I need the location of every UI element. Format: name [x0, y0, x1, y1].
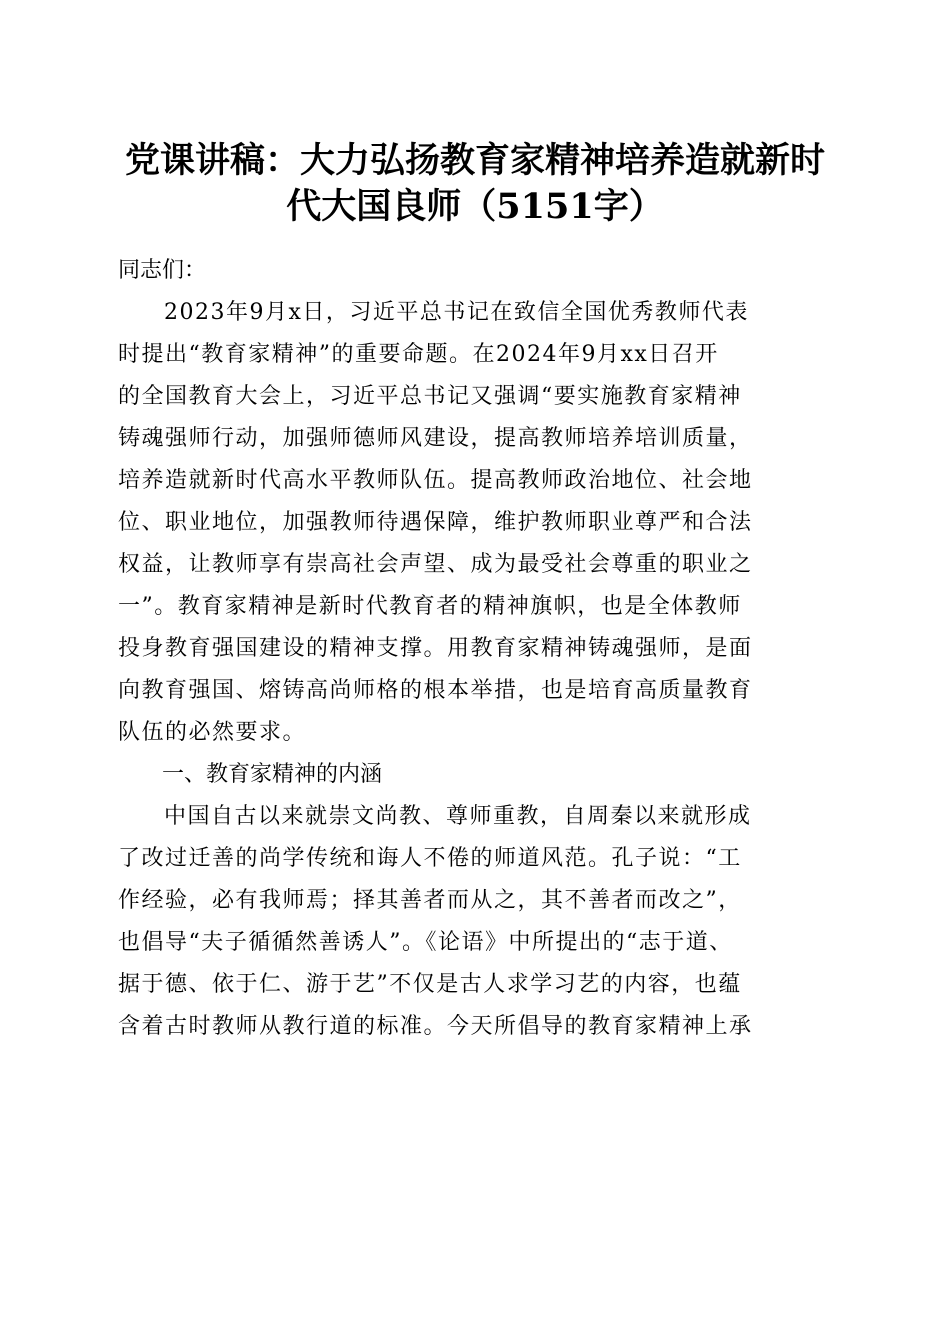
- text-line: 位、职业地位，加强教师待遇保障，维护教师职业尊严和合法: [118, 510, 753, 535]
- section-heading-1: 一、教育家精神的内涵: [162, 762, 383, 787]
- text-line: 向教育强国、熔铸高尚师格的根本举措，也是培育高质量教育: [118, 678, 753, 703]
- text-line: 2023年9月x日，习近平总书记在致信全国优秀教师代表: [164, 300, 749, 325]
- document-body: [118, 250, 838, 1048]
- text-line: 铸魂强师行动，加强师德师风建设，提高教师培养培训质量，: [118, 426, 753, 451]
- text-line: 的全国教育大会上，习近平总书记又强调“要实施教育家精神: [118, 384, 742, 409]
- text-line: 时提出“教育家精神”的重要命题。在2024年9月xx日召开: [118, 342, 719, 367]
- text-line: 权益，让教师享有崇高社会声望、成为最受社会尊重的职业之: [118, 552, 753, 577]
- text-line: 也倡导“夫子循循然善诱人”。《论语》中所提出的“志于道、: [118, 930, 733, 955]
- text-line: 一”。教育家精神是新时代教育者的精神旗帜，也是全体教师: [118, 594, 742, 619]
- text-line: 据于德、依于仁、游于艺”不仅是古人求学习艺的内容，也蕴: [118, 972, 742, 997]
- document-title: [100, 138, 850, 230]
- text-line: 中国自古以来就崇文尚教、尊师重教，自周秦以来就形成: [164, 804, 752, 829]
- paragraph-2: [118, 796, 838, 1048]
- text-line: 了改过迁善的尚学传统和诲人不倦的师道风范。孔子说：“工: [118, 846, 742, 871]
- text-line: 作经验，必有我师焉；择其善者而从之，其不善者而改之”，: [118, 888, 742, 913]
- text-line: 含着古时教师从教行道的标准。今天所倡导的教育家精神上承: [118, 1014, 753, 1039]
- text-line: 投身教育强国建设的精神支撑。用教育家精神铸魂强师，是面: [118, 636, 753, 661]
- title-line-1: 党课讲稿：大力弘扬教育家精神培养造就新时: [124, 140, 825, 181]
- paragraph-1: [118, 292, 838, 754]
- text-line: 培养造就新时代高水平教师队伍。提高教师政治地位、社会地: [118, 468, 753, 493]
- title-line-2: 代大国良师（5151字）: [286, 186, 664, 227]
- salutation: 同志们：: [118, 258, 207, 283]
- text-line: 队伍的必然要求。: [118, 720, 307, 745]
